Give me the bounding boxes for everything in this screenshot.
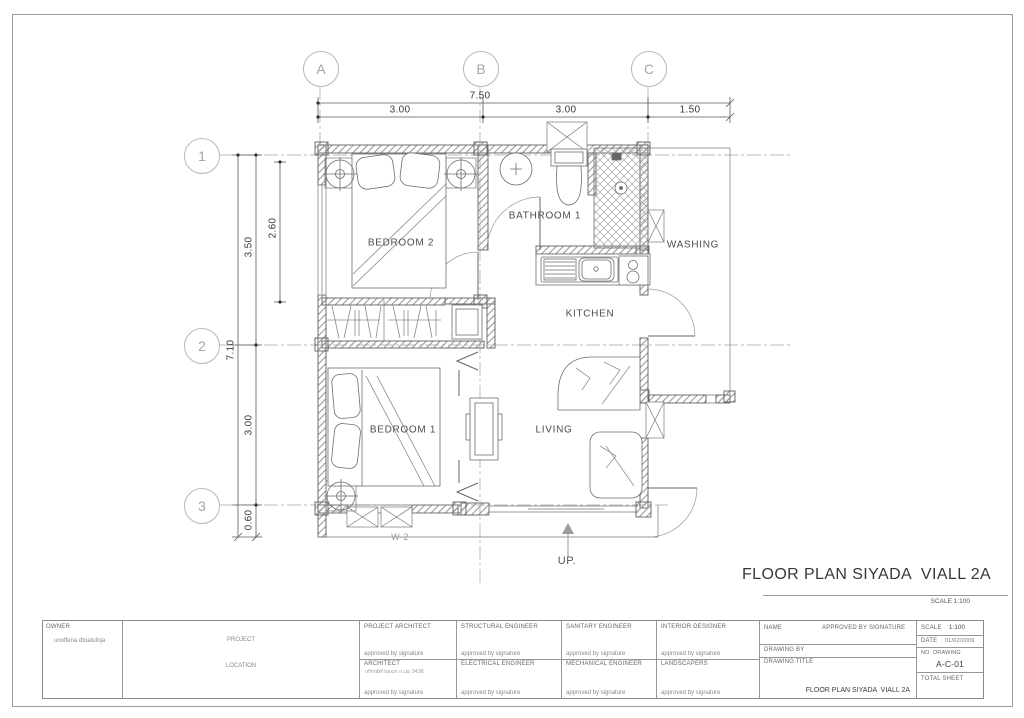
stair-up-arrow: [562, 523, 574, 557]
sig-header: STRUCTURAL ENGINEER: [461, 624, 538, 630]
grid-row-3-label: 3: [198, 498, 206, 514]
room-label-bathroom1: BATHROOM 1: [508, 210, 582, 222]
dim-left-inner: 2.60: [267, 217, 279, 239]
grid-row-1-label: 1: [198, 148, 206, 164]
owner-label: OWNER: [46, 624, 70, 630]
sig-header: PROJECT ARCHITECT: [364, 624, 431, 630]
stair-up-label: UP.: [557, 555, 577, 567]
approved-by-signature: approved by signature: [661, 690, 721, 696]
drawing-title-label: DRAWING TITLE: [764, 659, 814, 665]
no-drawing-label: NO. DRAWING: [921, 650, 961, 656]
no-drawing-row: [917, 648, 983, 673]
approved-by-signature: approved by signature: [661, 651, 721, 657]
location-label: LOCATION: [225, 663, 257, 669]
title-block-name-cell: [759, 621, 916, 698]
dim-top-seg-2: 3.00: [555, 104, 577, 116]
grid-row-3: [184, 488, 220, 524]
date-value: 01/02/2009: [945, 638, 975, 644]
sig-header: ELECTRICAL ENGINEER: [461, 661, 535, 667]
grid-column-b-label: B: [476, 61, 486, 77]
sig-interior-designer: [657, 621, 759, 660]
grid-row-2-label: 2: [198, 338, 206, 354]
scale-label: SCALE: [921, 625, 942, 631]
dim-left-total: 7.10: [225, 339, 237, 361]
drawing-by-label: DRAWING BY: [764, 647, 805, 653]
drawing-scale-note: SCALE 1:100: [930, 598, 970, 605]
grid-row-2: [184, 328, 220, 364]
sig-landscapers: [657, 659, 759, 698]
approved-by-signature: approved by signature: [566, 651, 626, 657]
sig-mechanical-engineer: [562, 659, 656, 698]
approved-by-signature: approved by signature: [461, 690, 521, 696]
dim-left-seg-2: 3.00: [243, 414, 255, 436]
sig-header: INTERIOR DESIGNER: [661, 624, 727, 630]
scale-row: [917, 621, 983, 636]
grid-column-a: [303, 51, 339, 87]
sig-header: ARCHITECT: [364, 661, 401, 667]
window-tag-w2: W-2: [391, 532, 409, 542]
dim-left-seg-1: 3.50: [243, 236, 255, 258]
title-block-project-cell: [122, 621, 359, 698]
sig-structural-engineer: [457, 621, 561, 660]
title-block-sig-col-4: [656, 621, 759, 698]
room-label-bedroom1: BEDROOM 1: [369, 424, 437, 436]
no-drawing-value: A-C-01: [935, 659, 965, 669]
drawing-title-value: FLOOR PLAN SIYADA VIALL 2A: [805, 687, 910, 694]
grid-column-b: [463, 51, 499, 87]
approved-by-signature: approved by signature: [364, 690, 424, 696]
room-label-living: LIVING: [535, 424, 573, 436]
grid-column-c: [631, 51, 667, 87]
approved-by-signature: approved by signature: [566, 690, 626, 696]
sig-header: MECHANICAL ENGINEER: [566, 661, 642, 667]
approved-by-label: APPROVED BY SIGNATURE: [822, 625, 906, 631]
approved-by-signature: approved by signature: [364, 651, 424, 657]
scale-value: 1:100: [949, 625, 966, 631]
drawing-title-rule: [763, 595, 1008, 596]
dim-left-seg-3: 0.60: [243, 509, 255, 531]
title-block-owner-cell: [43, 621, 122, 698]
architect-note: oflnnbif taozn n.ua 3438: [365, 669, 424, 675]
room-label-bedroom2: BEDROOM 2: [367, 237, 435, 249]
grid-column-a-label: A: [316, 61, 326, 77]
title-block-info-cell: [916, 621, 983, 698]
name-row: [760, 621, 916, 645]
sig-sanitary-engineer: [562, 621, 656, 660]
sig-electrical-engineer: [457, 659, 561, 698]
grid-row-1: [184, 138, 220, 174]
dim-top-seg-3: 1.50: [679, 104, 701, 116]
room-label-kitchen: KITCHEN: [565, 308, 615, 320]
dim-top-total: 7.50: [469, 90, 491, 102]
title-block-sig-col-2: [456, 621, 561, 698]
date-label: DATE: [921, 638, 938, 644]
title-block: [42, 620, 984, 699]
sig-header: LANDSCAPERS: [661, 661, 708, 667]
total-sheet-label: TOTAL SHEET: [921, 676, 964, 682]
sig-project-architect: [360, 621, 456, 660]
title-block-sig-col-1: [359, 621, 456, 698]
total-sheet-row: [917, 673, 983, 698]
sig-header: SANITARY ENGINEER: [566, 624, 632, 630]
title-block-sig-col-3: [561, 621, 656, 698]
drawing-title-row: [760, 657, 916, 698]
drawing-by-row: [760, 644, 916, 658]
name-label: NAME: [764, 625, 783, 631]
sig-architect: [360, 659, 456, 698]
dim-top-seg-1: 3.00: [389, 104, 411, 116]
approved-by-signature: approved by signature: [461, 651, 521, 657]
project-label: PROJECT: [226, 637, 255, 643]
grid-column-c-label: C: [643, 61, 655, 77]
room-label-washing: WASHING: [666, 239, 720, 251]
date-row: [917, 636, 983, 648]
owner-name: unoffena dtoatufoja: [54, 638, 106, 644]
drawing-title: FLOOR PLAN SIYADA VIALL 2A: [742, 566, 992, 583]
